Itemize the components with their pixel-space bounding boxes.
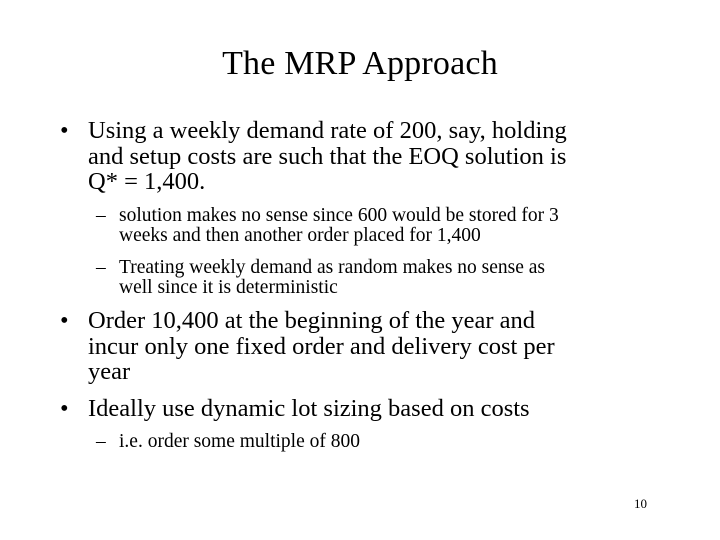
sub-bullet-marker: – — [96, 257, 106, 278]
bullet-line: Ideally use dynamic lot sizing based on costs — [88, 395, 530, 422]
bullet-marker: • — [60, 117, 69, 144]
bullet-line: year — [88, 358, 131, 385]
sub-bullet-line: weeks and then another order placed for 1,400 — [119, 225, 481, 246]
sub-bullet-text — [119, 258, 679, 298]
sub-bullet-line: well since it is deterministic — [119, 277, 338, 298]
sub-bullet-line: solution makes no sense since 600 would be stored for 3 — [119, 205, 559, 226]
sub-bullet-line: Treating weekly demand as random makes no sense as — [119, 257, 546, 278]
bullet-line: incur only one fixed order and delivery cost per — [88, 332, 555, 360]
bullet-marker: • — [60, 307, 69, 334]
sub-bullet-line: i.e. order some multiple of 800 — [119, 431, 360, 452]
bullet-text — [88, 308, 678, 385]
bullet-line: Using a weekly demand rate of 200, say, holding — [88, 117, 567, 144]
sub-bullet-text — [119, 206, 679, 246]
sub-bullet-marker: – — [96, 431, 106, 452]
sub-bullet-text — [119, 432, 679, 452]
bullet-text — [88, 396, 678, 422]
page-number: 10 — [634, 496, 647, 511]
bullet-text — [88, 118, 678, 195]
sub-bullet-marker: – — [96, 205, 106, 226]
slide-title: The MRP Approach — [222, 45, 498, 82]
bullet-line: Q* = 1,400. — [88, 168, 206, 195]
bullet-line: and setup costs are such that the EOQ solution is — [88, 142, 567, 170]
bullet-marker: • — [60, 395, 69, 422]
bullet-line: Order 10,400 at the beginning of the year and — [88, 307, 535, 334]
